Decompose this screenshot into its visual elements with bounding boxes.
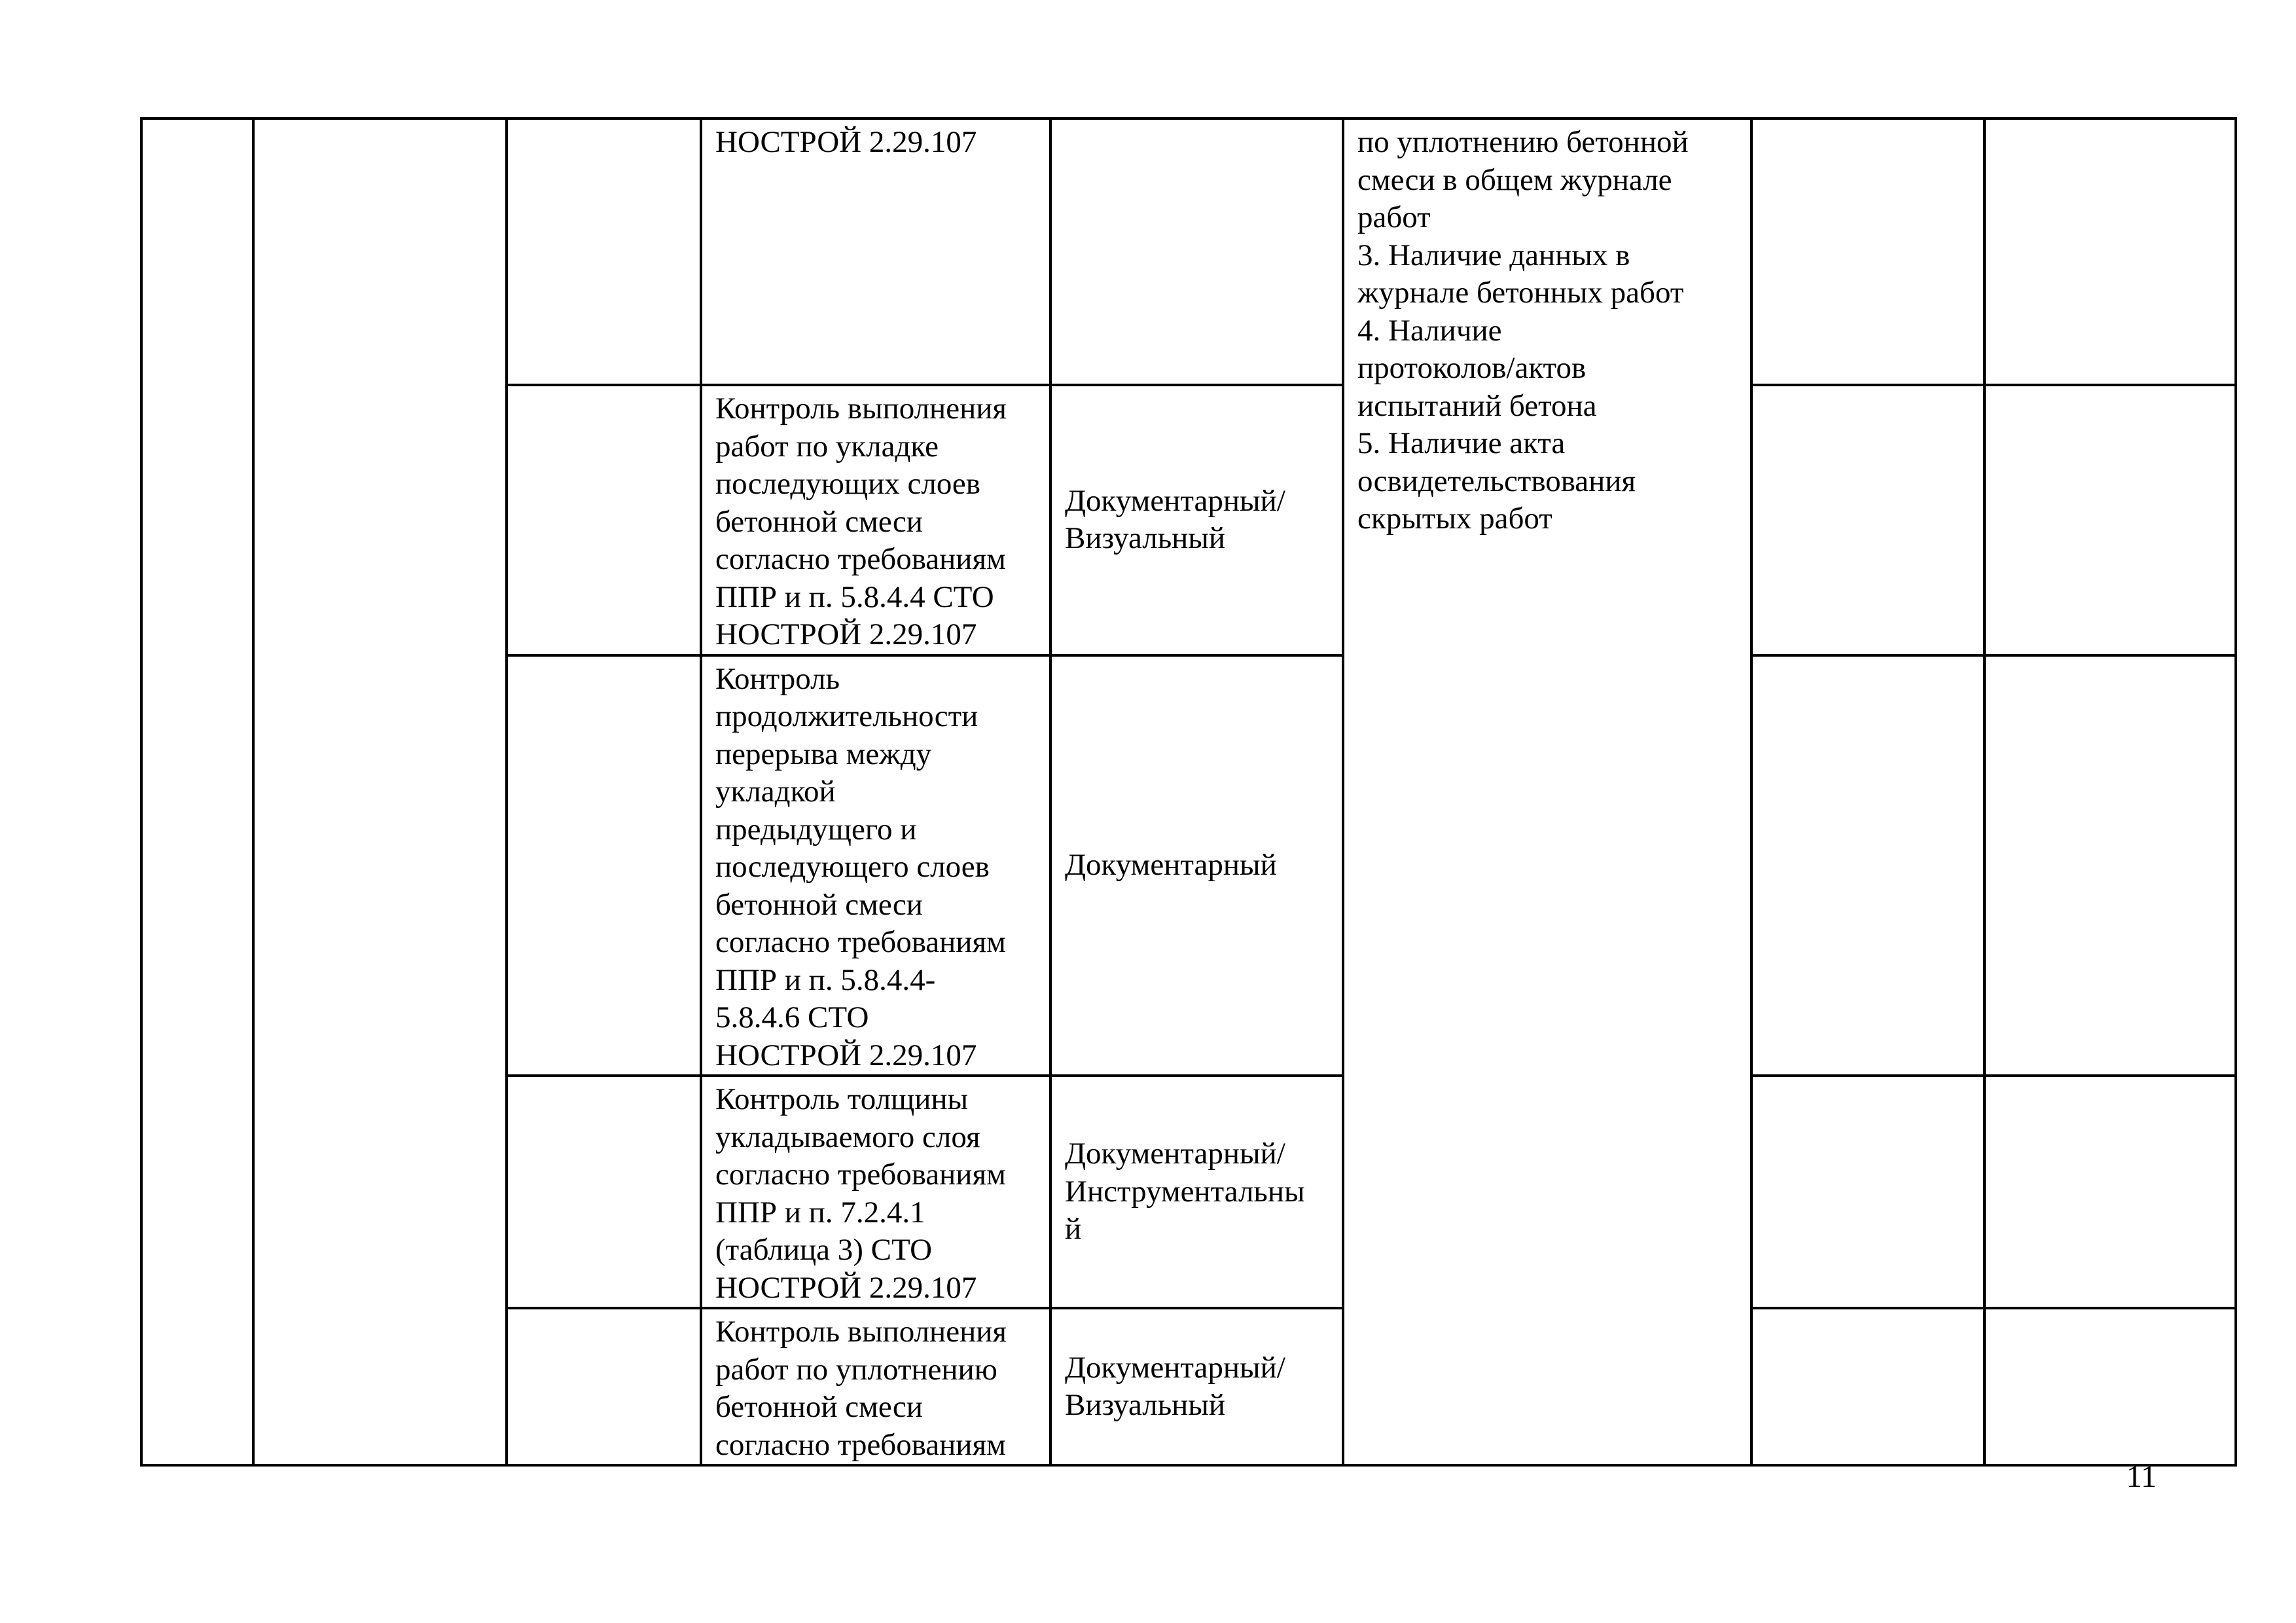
requirement-text: Контроль выполнения работ по укладке последующих слоев бетонной смеси согласно требованиям ППР и п. 5.8.4.4 СТО НОСТРОЙ 2.29.107	[715, 392, 1007, 651]
method-cell	[1050, 1076, 1343, 1308]
table-cell-empty	[1984, 119, 2236, 385]
method-text: Документарный/ Инструментальны й	[1065, 1137, 1305, 1247]
table-cell-empty	[1984, 1308, 2236, 1465]
table-cell-empty	[141, 119, 253, 1465]
table-row	[141, 119, 2236, 385]
method-text: Документарный/ Визуальный	[1065, 1350, 1285, 1422]
table-cell-empty	[1751, 1076, 1984, 1308]
table-cell-empty	[507, 1076, 701, 1308]
table-cell-empty	[1984, 655, 2236, 1076]
inspection-table	[140, 117, 2237, 1467]
table-cell-empty	[1751, 655, 1984, 1076]
method-cell	[1050, 655, 1343, 1076]
table-cell-empty	[1984, 1076, 2236, 1308]
requirement-text: Контроль выполнения работ по уплотнению бетонной смеси согласно требованиям	[715, 1315, 1007, 1462]
table-cell-empty	[1984, 385, 2236, 655]
requirement-text: Контроль толщины укладываемого слоя согласно требованиям ППР и п. 7.2.4.1 (таблица 3) СТО НОСТРОЙ 2.29.107	[715, 1082, 1006, 1305]
requirement-text: НОСТРОЙ 2.29.107	[715, 125, 977, 159]
table-cell-empty	[507, 385, 701, 655]
table-cell-empty	[1751, 385, 1984, 655]
method-cell	[1050, 119, 1343, 385]
table-cell-empty	[253, 119, 507, 1465]
method-text: Документарный/ Визуальный	[1065, 483, 1285, 556]
method-cell	[1050, 1308, 1343, 1465]
documents-text: по уплотнению бетонной смеси в общем журнале работ 3. Наличие данных в журнале бетонных работ 4. Наличие протоколов/актов испытаний бетона 5. Наличие акта освидетельствования скрытых работ	[1357, 125, 1689, 536]
requirement-cell	[701, 119, 1050, 385]
table-cell-empty	[507, 119, 701, 385]
requirement-cell	[701, 385, 1050, 655]
table-cell-empty	[1751, 1308, 1984, 1465]
table-cell-empty	[507, 655, 701, 1076]
requirement-cell	[701, 655, 1050, 1076]
table-cell-empty	[507, 1308, 701, 1465]
documents-cell	[1343, 119, 1751, 1465]
page-number: 11	[2126, 1459, 2157, 1494]
requirement-cell	[701, 1076, 1050, 1308]
table-cell-empty	[1751, 119, 1984, 385]
method-cell	[1050, 385, 1343, 655]
requirement-text: Контроль продолжительности перерыва между укладкой предыдущего и последующего слоев бетонной смеси согласно требованиям ППР и п. 5.8.4.4- 5.8.4.6 СТО НОСТРОЙ 2.29.107	[715, 661, 1006, 1072]
requirement-cell	[701, 1308, 1050, 1465]
method-text: Документарный	[1065, 848, 1277, 882]
